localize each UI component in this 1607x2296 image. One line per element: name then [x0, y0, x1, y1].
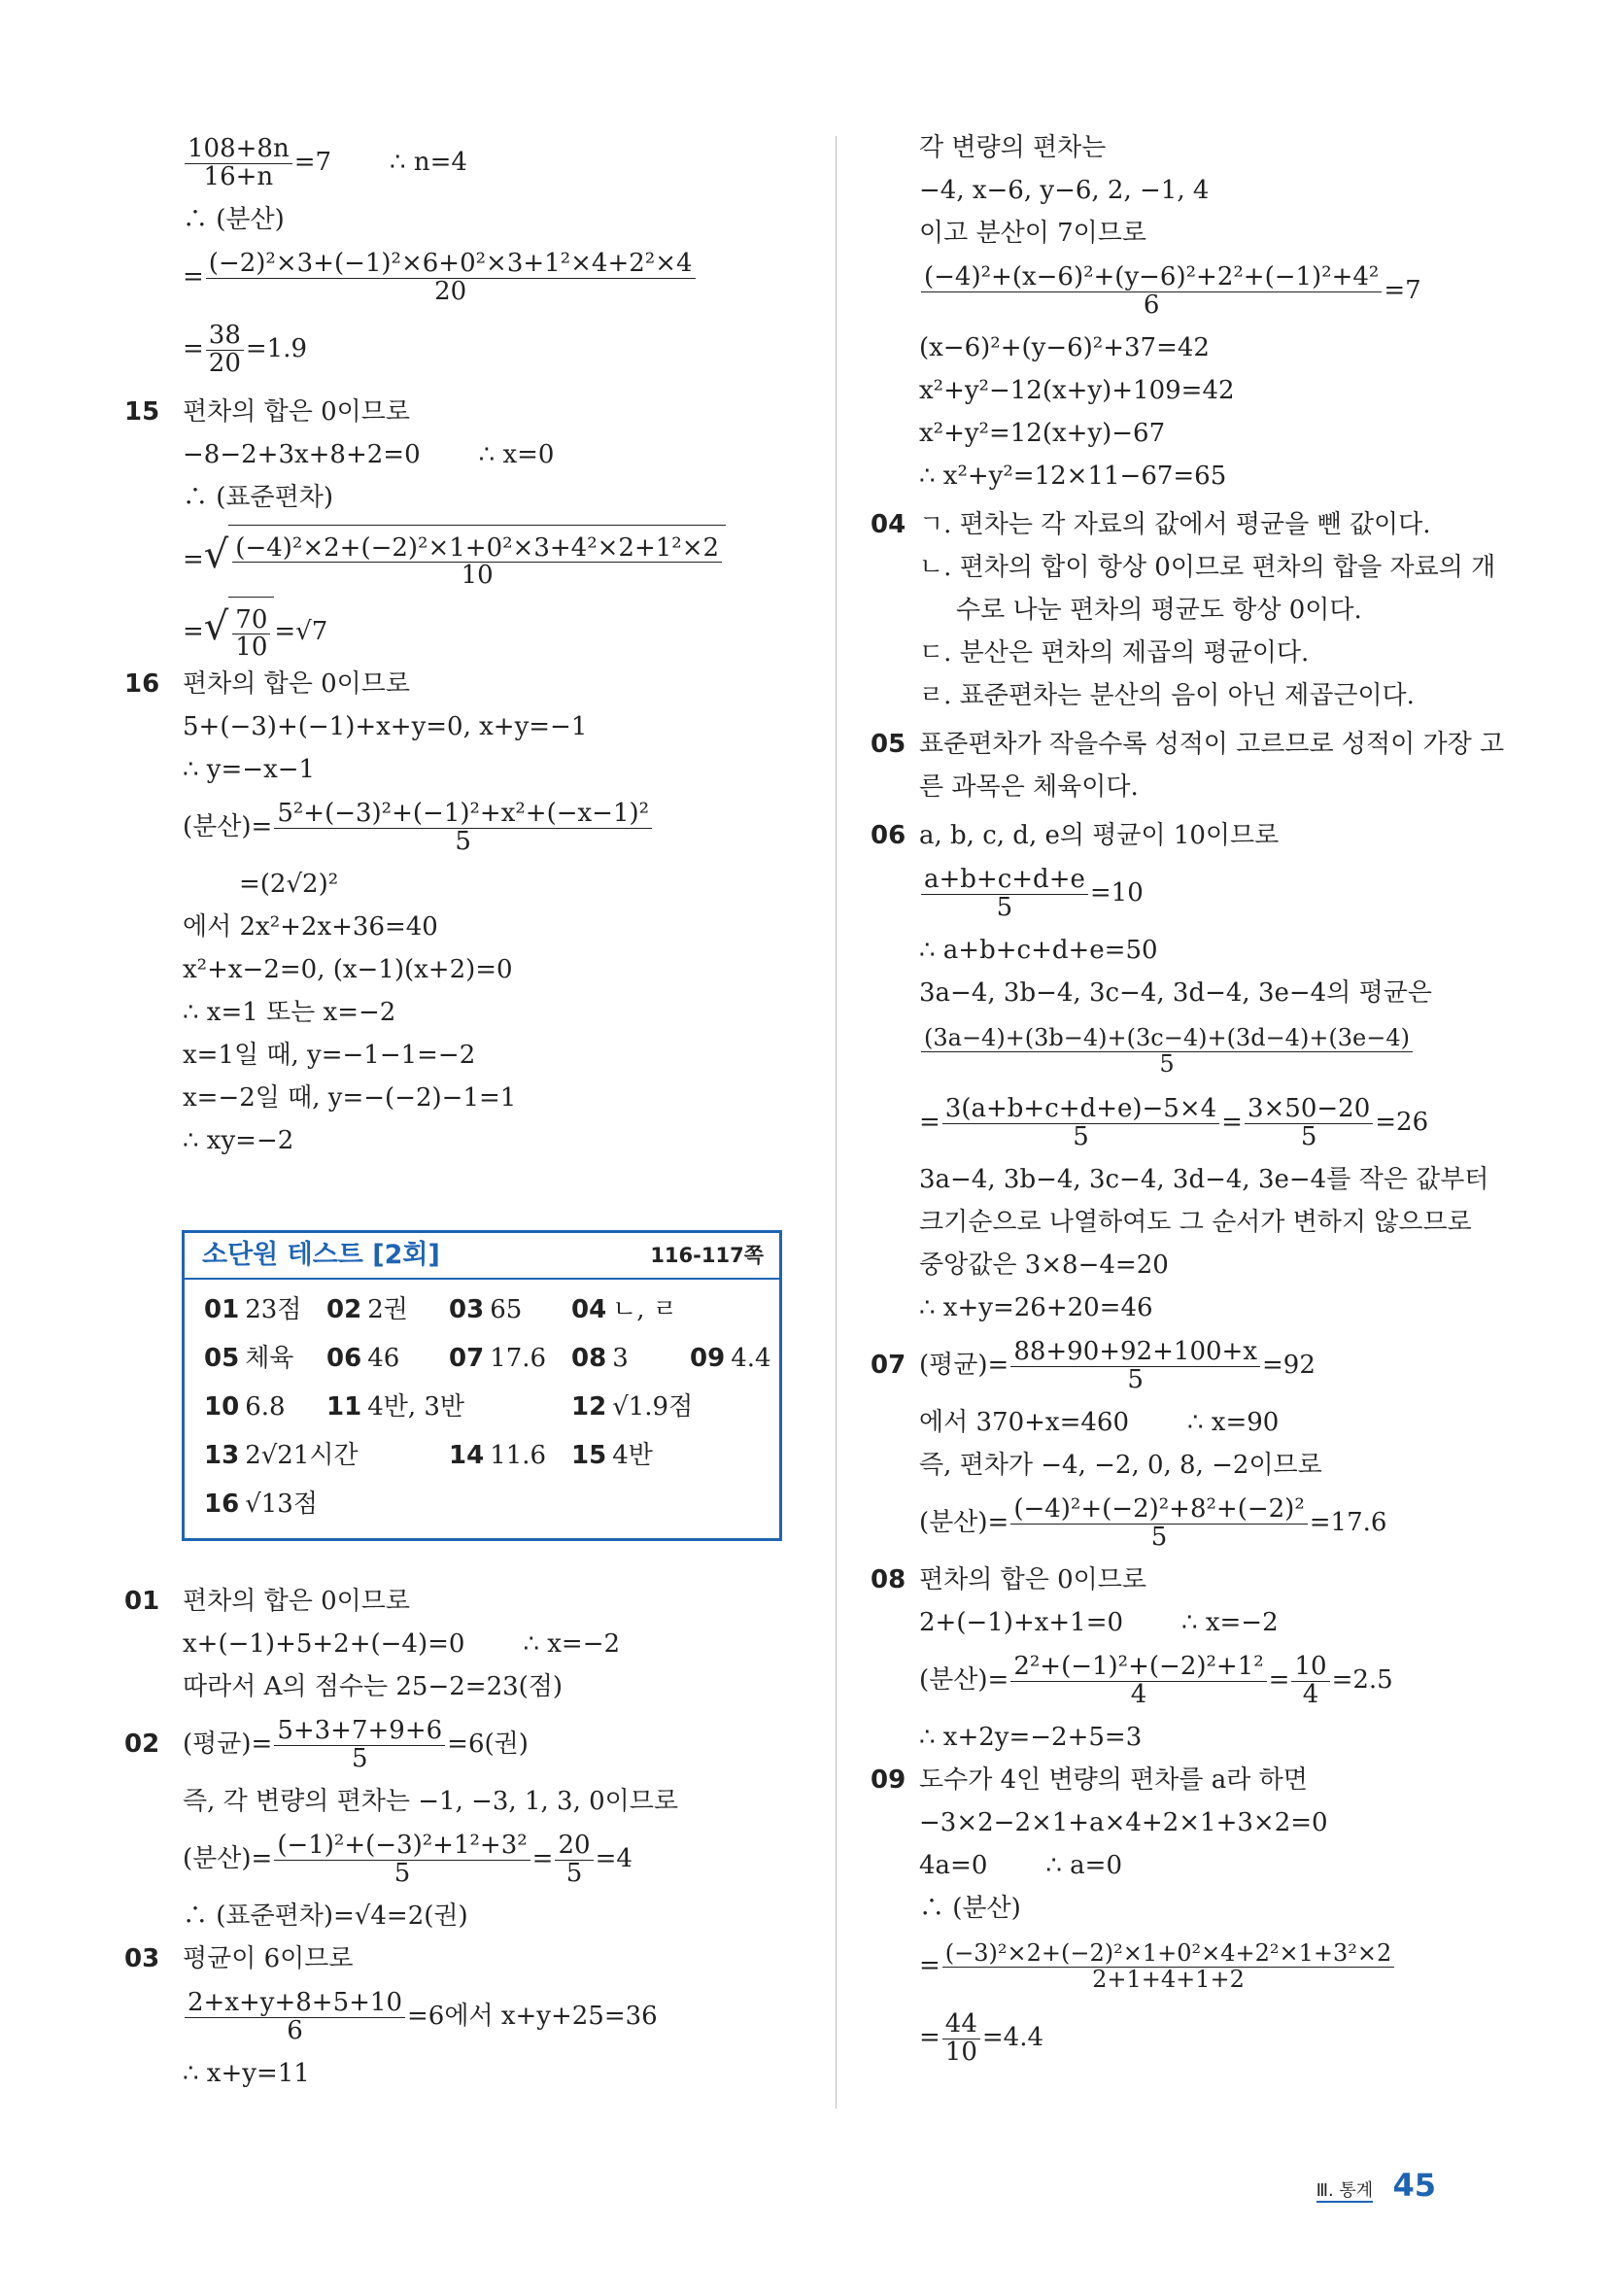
- question-number: 15: [124, 397, 160, 427]
- fraction: $\frac{88+90+92+100+x}{5}$: [1010, 1339, 1260, 1393]
- text-line: ∴ xy=−2: [183, 1126, 294, 1155]
- answer-row: [204, 1480, 769, 1528]
- fraction: $\frac{38}{20}$: [206, 323, 244, 377]
- equation-line: [871, 1014, 1492, 1086]
- text-line: ∴ (표준편차)=√4=2(권): [183, 1902, 468, 1931]
- equation-line: (평균)= $\frac{5+3+7+9+6}{5}$ =6(권): [183, 1716, 529, 1773]
- answer-item: 15 4반: [571, 1441, 653, 1470]
- answer-item: 14 11.6: [449, 1441, 547, 1470]
- equation-line: = $\frac{44}{10}$ =4.4: [919, 2009, 1044, 2067]
- fraction: $\frac{a+b+c+d+e}{5}$: [921, 867, 1088, 921]
- text-line: 중앙값은 3×8−4=20: [919, 1251, 1169, 1280]
- text-line: 3a−4, 3b−4, 3c−4, 3d−4, 3e−4의 평균은: [919, 978, 1432, 1008]
- question-16: [124, 663, 804, 1162]
- cont14-line1: $\frac{108+8n}{16+n}$ =7 ∴ n=4: [183, 126, 804, 198]
- text-line: 이고 분산이 7이므로: [919, 219, 1146, 248]
- answer-row: [204, 1334, 769, 1383]
- test-box-pages: 116-117쪽: [650, 1244, 764, 1267]
- fraction: $\frac{108+8n}{16+n}$: [185, 136, 292, 190]
- answer-item: 09 4.4: [690, 1344, 771, 1373]
- equation-line: = $\frac{38}{20}$ =1.9: [183, 321, 308, 378]
- fraction: $\frac{\text{5²+(−3)²+(−1)²+x²+(−x−1)²}}{5}$: [274, 801, 652, 855]
- text-line: 수로 나눈 편차의 평균도 항상 0이다.: [956, 596, 1362, 625]
- question-03: [124, 1937, 804, 2095]
- right-column: [871, 126, 1505, 2073]
- text-line: 편차의 합은 0이므로: [919, 1565, 1146, 1594]
- text-line: ∴ y=−x−1: [183, 755, 316, 784]
- fraction: $\frac{3\times 50-20}{5}$: [1245, 1096, 1373, 1150]
- text-line: ∴ x+2y=−2+5=3: [919, 1723, 1143, 1752]
- sqrt-body: [228, 597, 274, 669]
- fraction: $\frac{44}{10}$: [942, 2011, 980, 2066]
- column-divider: [836, 136, 837, 2108]
- fraction: $\frac{20}{5}$: [555, 1833, 593, 1887]
- left-column: [124, 126, 804, 2095]
- answer-item: 12 √1.9점: [571, 1392, 694, 1422]
- answer-item: 16 √13점: [204, 1490, 318, 1519]
- question-number: 03: [124, 1944, 160, 1973]
- question-number: 08: [871, 1565, 906, 1594]
- text-line: a, b, c, d, e의 평균이 10이므로: [919, 821, 1280, 850]
- answer-item: 11 4반, 3반: [326, 1392, 465, 1422]
- equation-line: =√ $\frac{\text{(−4)²×2+(−2)²×1+0²×3+4²×2+1²×2}}{10}$: [183, 519, 804, 591]
- fraction: $\frac{10}{4}$: [1291, 1654, 1329, 1708]
- text-line: 2+(−1)+x+1=0 ∴ x=−2: [919, 1608, 1279, 1637]
- text-line: x=1일 때, y=−1−1=−2: [183, 1041, 476, 1070]
- text-line: ∴ x+y=11: [183, 2059, 310, 2088]
- fraction: $\frac{70}{10}$: [232, 607, 270, 662]
- text-line: −3×2−2×1+a×4+2×1+3×2=0: [919, 1808, 1328, 1837]
- text-line: (x−6)²+(y−6)²+37=42: [919, 333, 1210, 362]
- sqrt-body: [228, 525, 726, 598]
- test-box-title: 소단원 테스트 [2회]: [202, 1240, 440, 1270]
- answer-item: 06 46: [326, 1344, 400, 1373]
- text-line: 에서 2x²+2x+36=40: [183, 912, 438, 942]
- text-line: 른 과목은 체육이다.: [919, 772, 1139, 802]
- fraction: $\frac{5+3+7+9+6}{5}$: [274, 1718, 445, 1772]
- question-06: [871, 814, 1492, 1329]
- text-line: 5+(−3)+(−1)+x+y=0, x+y=−1: [183, 712, 588, 741]
- answer-item: 04 ㄴ, ㄹ: [571, 1295, 677, 1324]
- fraction: $\frac{\text{(−2)²×3+(−1)²×6+0²×3+1²×4+2²×4}}{20}$: [206, 251, 696, 305]
- text-line: 편차의 합은 0이므로: [183, 1587, 410, 1616]
- question-number: 02: [124, 1730, 160, 1759]
- text-line: ∴ (분산): [919, 1894, 1021, 1923]
- answer-row: [204, 1383, 769, 1431]
- equation-line: (평균)= $\frac{88+90+92+100+x}{5}$ =92: [919, 1337, 1316, 1394]
- equation-line: $\frac{\text{(−4)²+(x−6)²+(y−6)²+2²+(−1)²+4²}}{6}$ =7: [871, 255, 1492, 326]
- question-number: 05: [871, 730, 906, 759]
- text-line: ∴ a+b+c+d+e=50: [919, 936, 1158, 965]
- fraction: $\frac{3(a+b+c+d+e)-5\times 4}{5}$: [942, 1096, 1219, 1150]
- equation-line: (분산)= $\frac{\text{(−1)²+(−3)²+1²+3²}}{5}$ = $\frac{20}{5}$ =4: [183, 1831, 633, 1888]
- text-line: ∴ x+y=26+20=46: [919, 1293, 1153, 1322]
- answer-item: 05 체육: [204, 1344, 294, 1373]
- text-line: 즉, 편차가 −4, −2, 0, 8, −2이므로: [919, 1451, 1322, 1480]
- question-number: 16: [124, 669, 160, 699]
- chapter-label: Ⅲ. 통계: [1316, 2180, 1374, 2201]
- text-line: 도수가 4인 변량의 편차를 a라 하면: [919, 1765, 1308, 1795]
- sqrt-sign: √: [203, 532, 229, 577]
- text-line: −8−2+3x+8+2=0 ∴ x=0: [183, 440, 555, 469]
- text-line: 편차의 합은 0이므로: [183, 669, 410, 699]
- equation-line: $\frac{a+b+c+d+e}{5}$ =10: [871, 857, 1492, 929]
- page-footer: [1316, 2167, 1436, 2204]
- text-line: x²+x−2=0, (x−1)(x+2)=0: [183, 955, 513, 984]
- text-line: ∴ x=1 또는 x=−2: [183, 998, 396, 1027]
- equation-line: = $\frac{\text{(−3)²×2+(−2)²×1+0²×4+2²×1+3²×2}}{2+1+4+1+2}$: [871, 1930, 1492, 2002]
- question-08: [871, 1559, 1492, 1759]
- question-number: 04: [871, 510, 906, 539]
- text-line: ㄱ. 편차는 각 자료의 값에서 평균을 뺀 값이다.: [919, 510, 1431, 539]
- text-line: x²+y²−12(x+y)+109=42: [919, 376, 1235, 405]
- test-box-header: [185, 1233, 779, 1280]
- question-09: [871, 1759, 1492, 2073]
- question-05: [871, 723, 1505, 808]
- question-07: [871, 1329, 1492, 1559]
- question-01: [124, 1580, 804, 1708]
- text-line: ㄷ. 분산은 편차의 제곱의 평균이다.: [919, 638, 1310, 668]
- equation-line: = $\frac{\text{(−2)²×3+(−1)²×6+0²×3+1²×4+2²×4}}{20}$: [183, 241, 804, 313]
- question-04: [871, 503, 1496, 717]
- answer-grid: [185, 1280, 779, 1538]
- fraction: $\frac{\text{(−4)²+(x−6)²+(y−6)²+2²+(−1)²+4²}}{6}$: [921, 264, 1382, 319]
- fraction: $\frac{\text{(−4)²×2+(−2)²×1+0²×3+4²×2+1²×2}}{10}$: [232, 535, 722, 590]
- text-line: ㄴ. 편차의 합이 항상 0이므로 편차의 합을 자료의 개: [919, 553, 1496, 582]
- answer-item: 07 17.6: [449, 1344, 547, 1373]
- text-line: ∴ (표준편차): [183, 483, 334, 512]
- equation-line: =√ $\frac{70}{10}$ =√7: [183, 591, 804, 663]
- text-line: 평균이 6이므로: [183, 1944, 354, 1973]
- answer-row: [204, 1285, 769, 1334]
- answer-row: [204, 1431, 769, 1480]
- question-02: [124, 1708, 804, 1937]
- fraction: $\frac{(3a-4)+(3b-4)+(3c-4)+(3d-4)+(3e-4)}{5}$: [921, 1026, 1413, 1076]
- fraction: $\frac{2+x+y+8+5+10}{6}$: [185, 1990, 405, 2044]
- answer-item: 01 23점: [204, 1295, 302, 1324]
- equation-line: (분산)= $\frac{\text{5²+(−3)²+(−1)²+x²+(−x−1)²}}{5}$: [183, 791, 804, 863]
- text-line: 즉, 각 변량의 편차는 −1, −3, 1, 3, 0이므로: [183, 1787, 678, 1816]
- answer-item: 13 2√21시간: [204, 1441, 359, 1470]
- question-15: [124, 391, 804, 663]
- answer-item: 10 6.8: [204, 1392, 286, 1422]
- text-line: 에서 370+x=460 ∴ x=90: [919, 1408, 1280, 1437]
- answer-item: 03 65: [449, 1295, 523, 1324]
- fraction: $\frac{\text{2²+(−1)²+(−2)²+1²}}{4}$: [1010, 1654, 1266, 1708]
- text-line: −4, x−6, y−6, 2, −1, 4: [919, 176, 1210, 205]
- fraction: $\frac{\text{(−1)²+(−3)²+1²+3²}}{5}$: [274, 1833, 530, 1887]
- text-line: x=−2일 때, y=−(−2)−1=1: [183, 1083, 517, 1113]
- answer-item: 02 2권: [326, 1295, 408, 1324]
- answer-item: 08 3: [571, 1344, 629, 1373]
- question-number: 06: [871, 821, 906, 850]
- text-line: x²+y²=12(x+y)−67: [919, 419, 1166, 448]
- question-number: 07: [871, 1351, 906, 1380]
- test-answer-box: [182, 1230, 782, 1541]
- sqrt-sign: √: [203, 604, 229, 649]
- text-line: 4a=0 ∴ a=0: [919, 1851, 1123, 1880]
- equation-line: (분산)= $\frac{\text{2²+(−1)²+(−2)²+1²}}{4}$ = $\frac{10}{4}$ =2.5: [919, 1652, 1393, 1709]
- fraction: $\frac{\text{(−3)²×2+(−2)²×1+0²×4+2²×1+3²×2}}{2+1+4+1+2}$: [942, 1941, 1394, 1991]
- text-line: 각 변량의 편차는: [919, 133, 1107, 162]
- text-line: 크기순으로 나열하여도 그 순서가 변하지 않으므로: [919, 1208, 1472, 1237]
- text-line: x+(−1)+5+2+(−4)=0 ∴ x=−2: [183, 1629, 621, 1659]
- text-line: 표준편차가 작을수록 성적이 고르므로 성적이 가장 고: [919, 730, 1505, 759]
- text-line: 편차의 합은 0이므로: [183, 397, 410, 427]
- text-line: ∴ x²+y²=12×11−67=65: [919, 462, 1227, 491]
- text-line: 따라서 A의 점수는 25−2=23(점): [183, 1672, 564, 1701]
- equation-line: $\frac{2+x+y+8+5+10}{6}$ =6에서 x+y+25=36: [183, 1980, 804, 2052]
- question-number: 01: [124, 1587, 160, 1616]
- question-number: 09: [871, 1765, 906, 1795]
- equation-line: = $\frac{3(a+b+c+d+e)-5\times 4}{5}$ = $\frac{3\times 50-20}{5}$ =26: [919, 1094, 1429, 1151]
- fraction: $\frac{\text{(−4)²+(−2)²+8²+(−2)²}}{5}$: [1010, 1496, 1307, 1551]
- equation-line: (분산)= $\frac{\text{(−4)²+(−2)²+8²+(−2)²}}{5}$ =17.6: [919, 1494, 1387, 1552]
- text-line: =(2√2)²: [239, 870, 339, 899]
- text-line: ∴ (분산): [183, 205, 285, 234]
- text-line: ㄹ. 표준편차는 분산의 음이 아닌 제곱근이다.: [919, 681, 1415, 710]
- text-line: 3a−4, 3b−4, 3c−4, 3d−4, 3e−4를 작은 값부터: [919, 1165, 1489, 1194]
- page-number: 45: [1392, 2167, 1436, 2204]
